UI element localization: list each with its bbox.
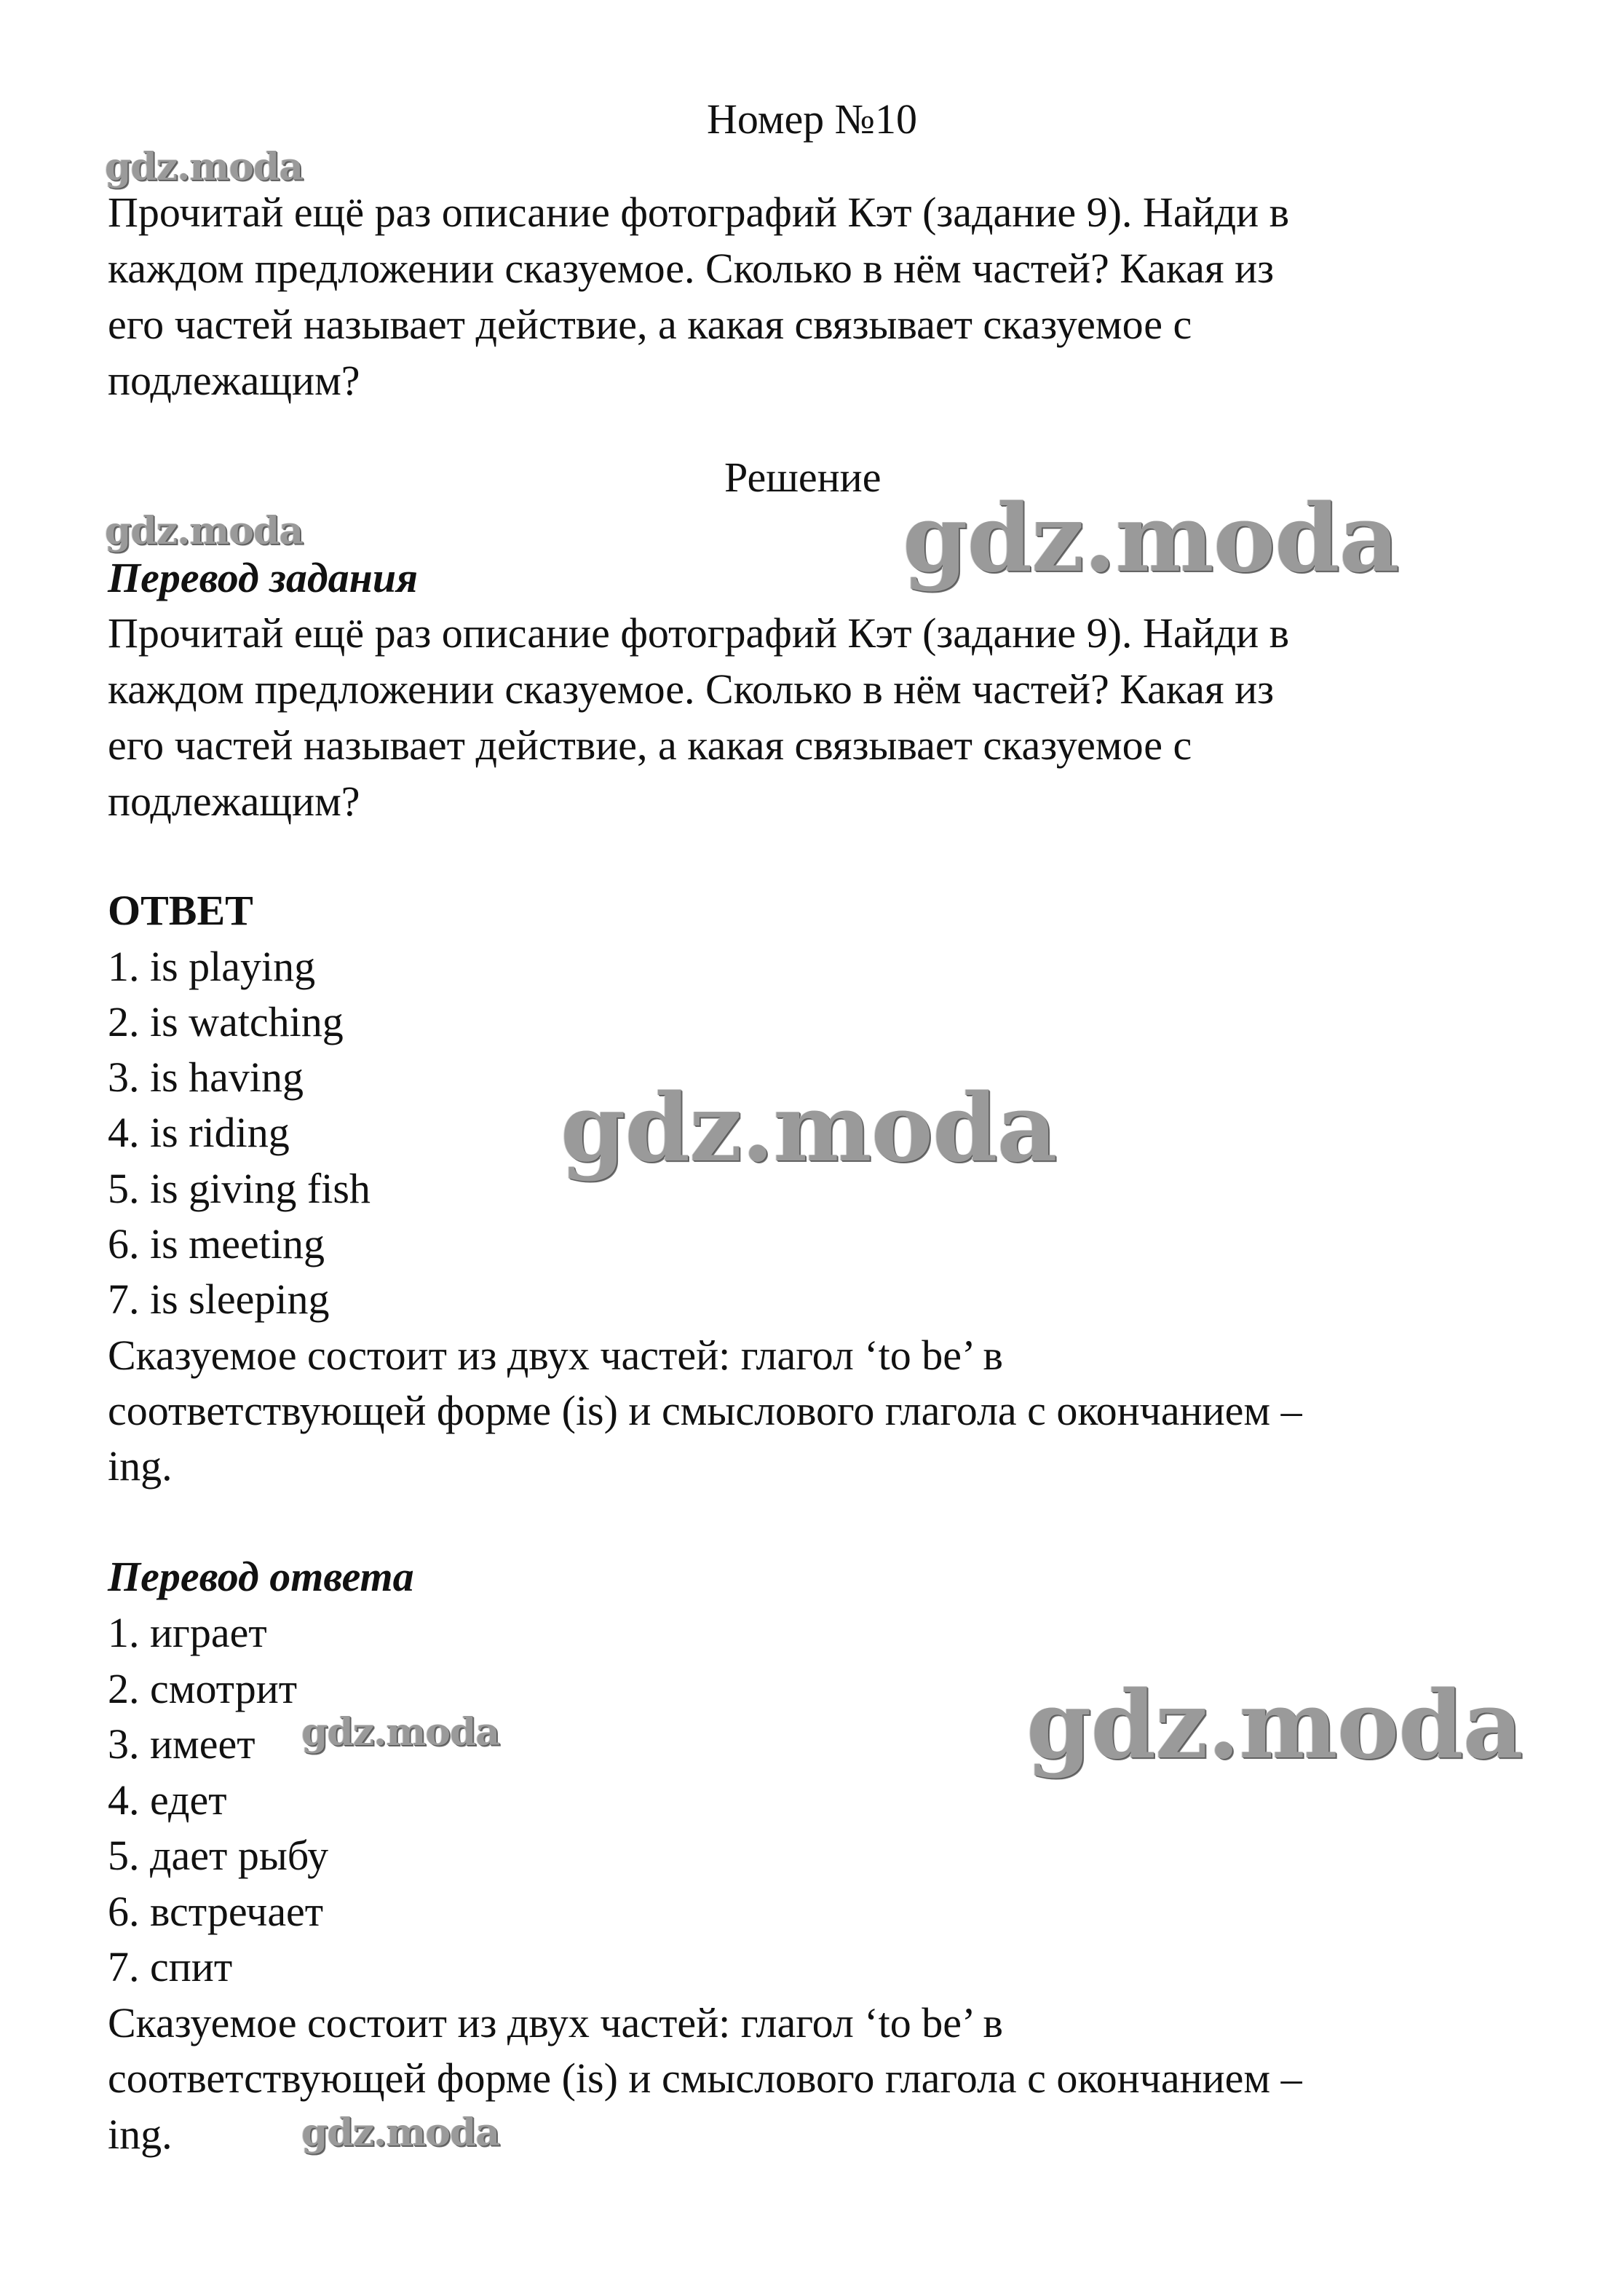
watermark-logo: gdz.moda — [561, 1074, 1057, 1183]
task-translation-heading: Перевод задания — [108, 554, 418, 601]
task-translation-line: Прочитай ещё раз описание фотографий Кэт (задание 9). Найди в — [108, 609, 1290, 657]
answer-explanation-line: ing. — [108, 1442, 173, 1490]
watermark-logo: gdz.moda — [105, 145, 304, 189]
answer-explanation-line: соответствующей форме (is) и смыслового глагола с окончанием – — [108, 1387, 1302, 1434]
answer-translation-item: 7. спит — [108, 1943, 233, 1990]
answer-translation-item: 6. встречает — [108, 1888, 324, 1935]
answer-translation-item: 4. едет — [108, 1776, 227, 1824]
answer-explanation-line: Сказуемое состоит из двух частей: глагол ‘to be’ в — [108, 1332, 1003, 1379]
watermark-logo: gdz.moda — [301, 2111, 500, 2155]
watermark-logo: gdz.moda — [1026, 1671, 1523, 1780]
task-translation-line: его частей называет действие, а какая связывает сказуемое с — [108, 721, 1192, 769]
answer-translation-item: 3. имеет — [108, 1720, 256, 1768]
task-line: его частей называет действие, а какая связывает сказуемое с — [108, 301, 1192, 348]
answer-item: 7. is sleeping — [108, 1275, 330, 1323]
answer-item: 1. is playing — [108, 943, 316, 990]
task-line: подлежащим? — [108, 357, 360, 404]
answer-heading: ОТВЕТ — [108, 887, 253, 934]
answer-translation-heading: Перевод ответа — [108, 1553, 414, 1600]
answer-translation-explanation-line: соответствующей форме (is) и смыслового глагола с окончанием – — [108, 2054, 1302, 2102]
answer-translation-explanation-line: ing. — [108, 2111, 173, 2158]
answer-translation-item: 1. играет — [108, 1609, 267, 1656]
answer-item: 5. is giving fish — [108, 1165, 371, 1212]
watermark-logo: gdz.moda — [301, 1710, 500, 1755]
task-line: каждом предложении сказуемое. Сколько в нём частей? Какая из — [108, 245, 1275, 292]
answer-item: 4. is riding — [108, 1109, 290, 1156]
answer-item: 6. is meeting — [108, 1220, 325, 1267]
watermark-logo: gdz.moda — [903, 484, 1399, 593]
task-translation-line: подлежащим? — [108, 778, 360, 825]
watermark-logo: gdz.moda — [105, 509, 304, 553]
solution-label: Решение — [724, 454, 882, 501]
task-line: Прочитай ещё раз описание фотографий Кэт (задание 9). Найди в — [108, 189, 1290, 236]
answer-item: 2. is watching — [108, 998, 344, 1045]
answer-translation-item: 5. дает рыбу — [108, 1832, 329, 1879]
answer-translation-explanation-line: Сказуемое состоит из двух частей: глагол ‘to be’ в — [108, 1999, 1003, 2046]
answer-item: 3. is having — [108, 1053, 304, 1101]
page-title: Номер №10 — [706, 95, 918, 143]
answer-translation-item: 2. смотрит — [108, 1665, 298, 1712]
task-translation-line: каждом предложении сказуемое. Сколько в нём частей? Какая из — [108, 665, 1275, 713]
